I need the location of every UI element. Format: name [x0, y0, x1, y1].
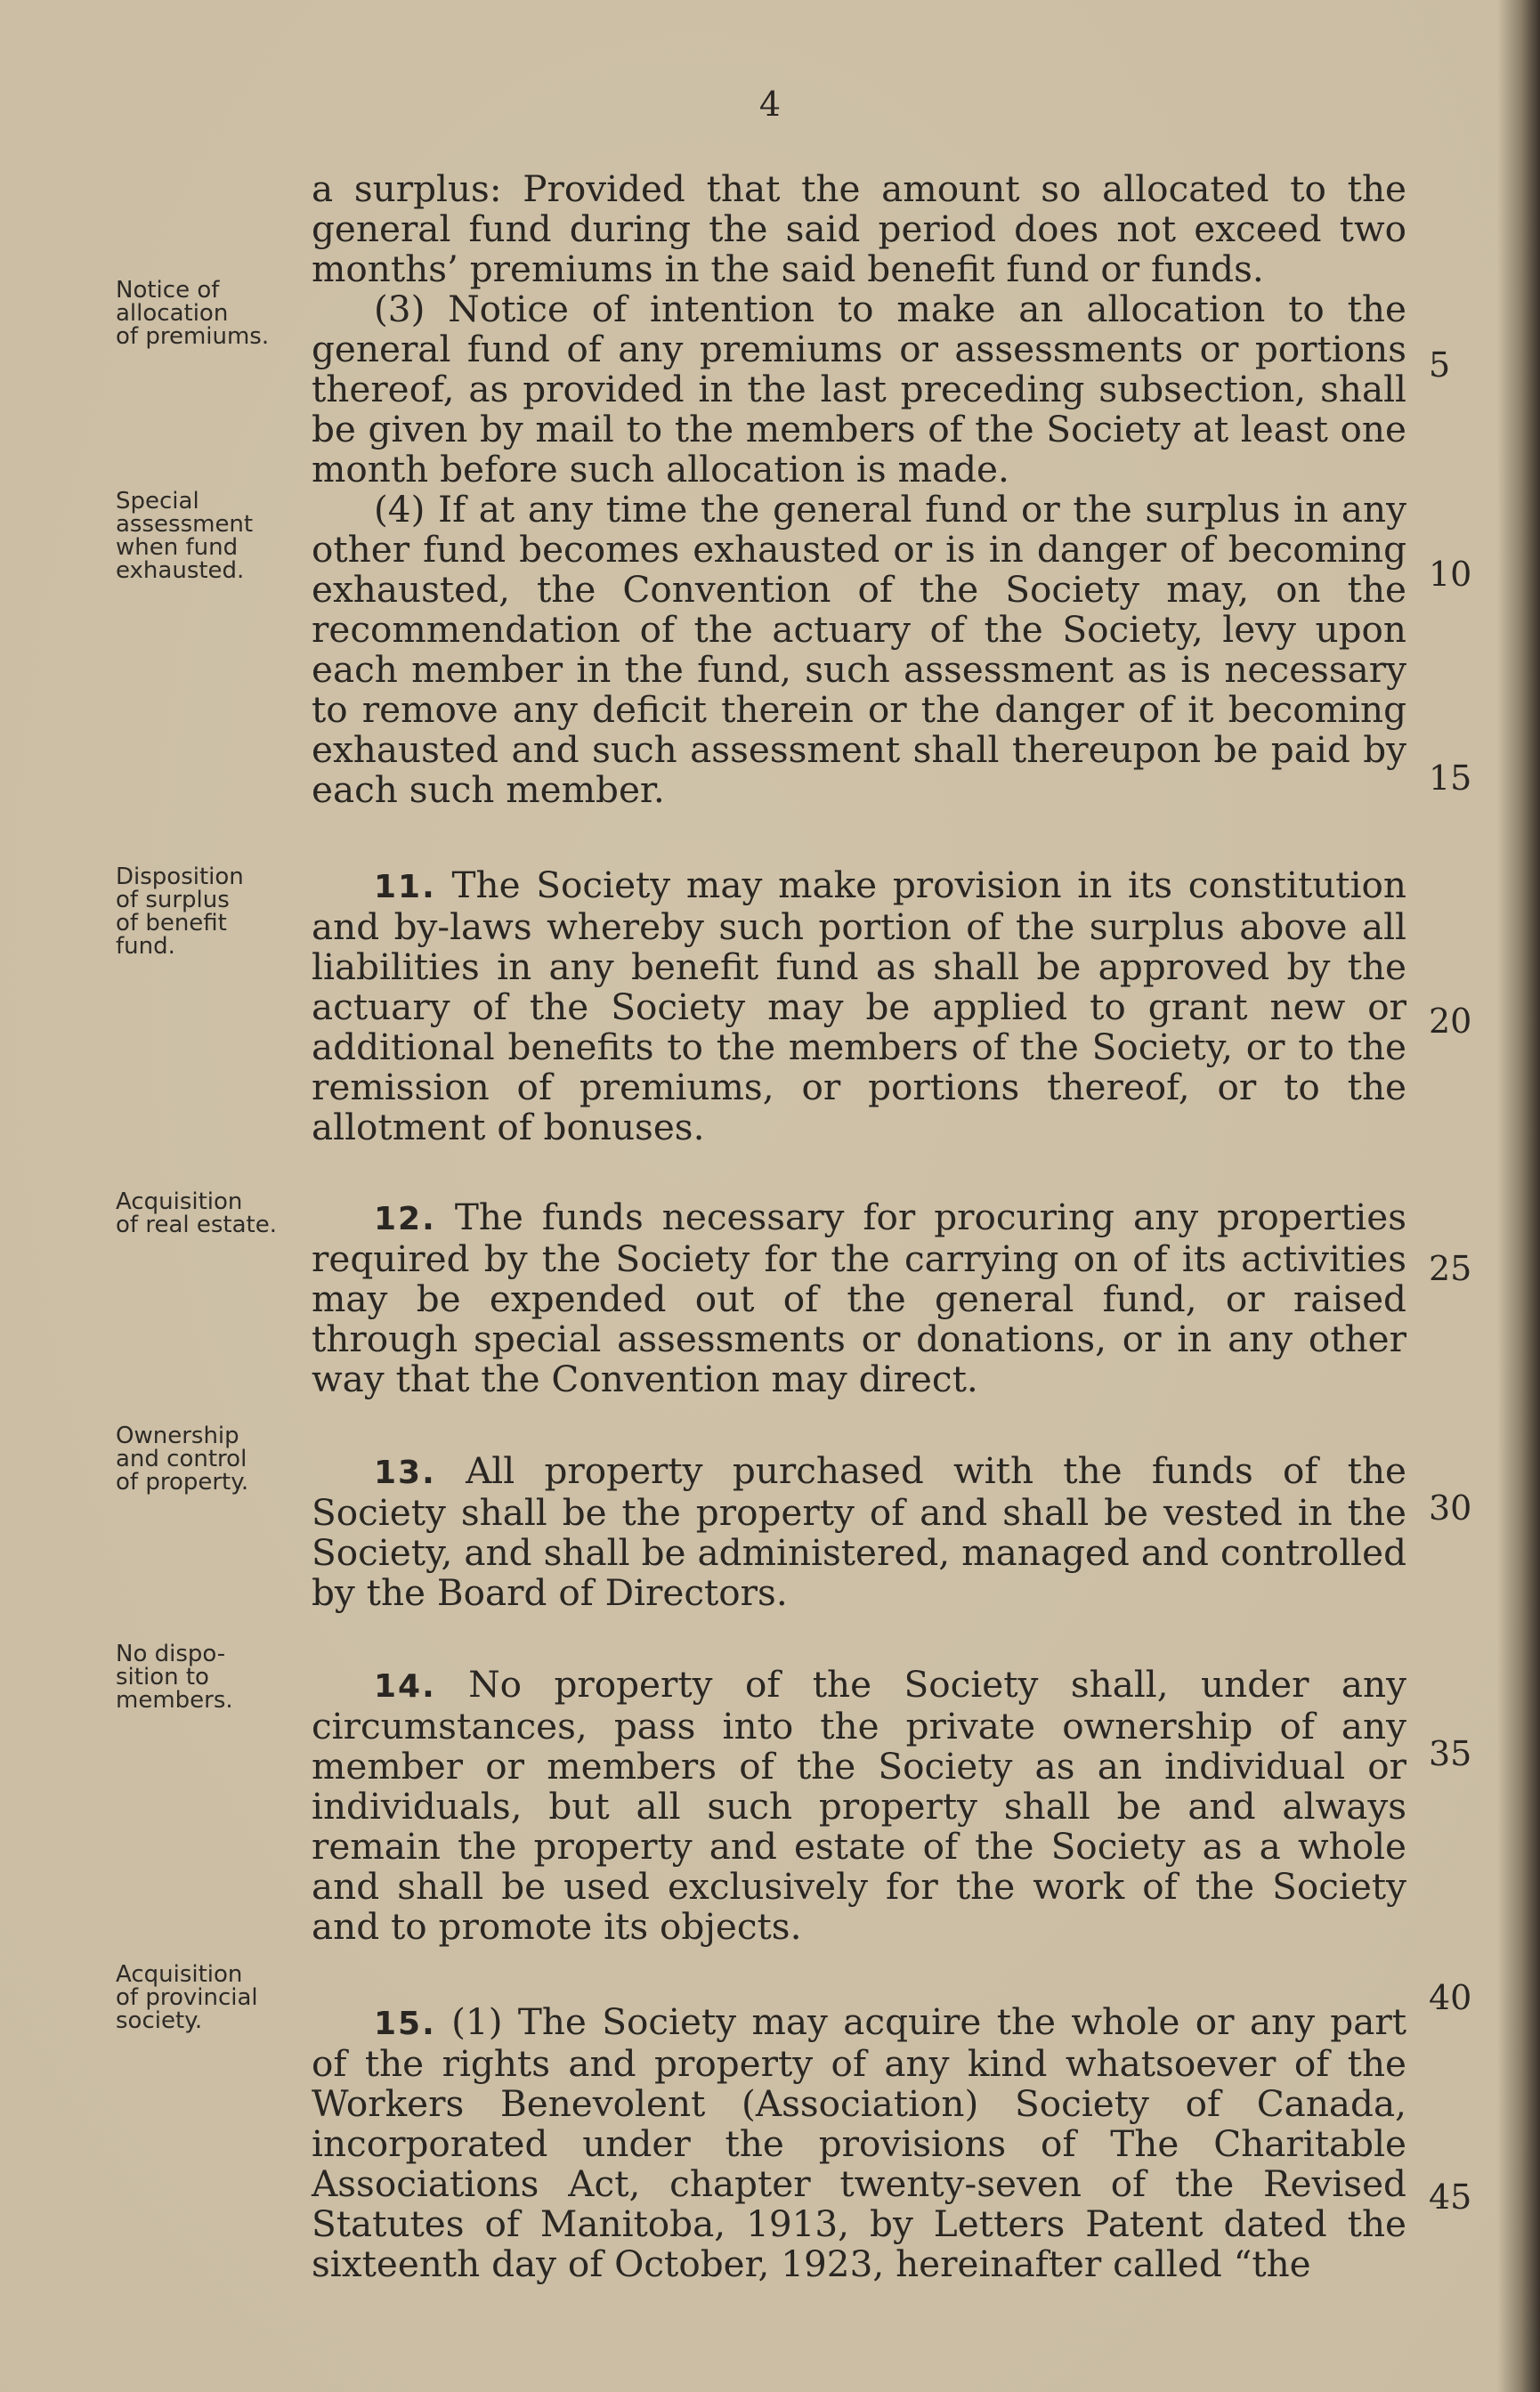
section-12 — [312, 1197, 1406, 1399]
marginal-note-ownership-and-control — [116, 1424, 320, 1494]
marginal-note-line: of provincial — [116, 1984, 258, 2011]
line-number: 45 — [1429, 2177, 1472, 2217]
paragraph-surplus-continuation: a surplus: Provided that the amount so allocated to the general fund during the said period does not exceed two months’ premiums in the said benefit fund or funds. — [312, 167, 1406, 290]
body-text — [312, 169, 1406, 2284]
marginal-note-line: of real estate. — [116, 1212, 277, 1238]
paragraph-subsection-3: (3) Notice of intention to make an allocation to the general fund of any premiums or assessments or portions thereof, as provided in the last preceding subsection, shall be given by mail to the members of the Society at least one month before such allocation is made. — [312, 288, 1406, 491]
line-number: 20 — [1429, 1001, 1472, 1041]
marginal-note-notice-of-allocation — [116, 279, 320, 348]
marginal-note-no-disposition — [116, 1642, 320, 1712]
line-number: 40 — [1429, 1978, 1472, 2017]
line-number: 25 — [1429, 1249, 1472, 1288]
line-number: 30 — [1429, 1488, 1472, 1528]
line-number: 5 — [1429, 345, 1451, 385]
marginal-note-special-assessment — [116, 490, 320, 582]
marginal-note-line: exhausted. — [116, 557, 245, 584]
marginal-note-line: Disposition — [116, 864, 244, 890]
line-number: 35 — [1429, 1734, 1472, 1773]
section-text: All property purchased with the funds of the Society shall be the property of and shall be vested in the Society, and shall be administered, managed and controlled by the Board of Directors. — [312, 1449, 1407, 1614]
section-text: The funds necessary for procuring any properties required by the Society for the carrying on of its activities may be expended out of the general fund, or raised through special assessments or donations, or in any other way that the Convention may direct. — [312, 1196, 1407, 1400]
marginal-note-line: fund. — [116, 933, 175, 960]
marginal-note-line: of property. — [116, 1469, 249, 1496]
line-number: 15 — [1429, 758, 1472, 798]
marginal-note-disposition-of-surplus — [116, 865, 320, 958]
section-number: 11. — [374, 869, 436, 905]
marginal-note-acquisition-of-provincial-society — [116, 1963, 320, 2032]
paragraph-subsection-4: (4) If at any time the general fund or the surplus in any other fund becomes exhausted or is in danger of becoming exhausted, the Convention of the Society may, on the recommendation of the actuary of the Society, levy upon each member in the fund, such assessment as is necessary to remove any deficit therein or the danger of it becoming exhausted and such assessment shall thereupon be paid by each such member. — [312, 488, 1406, 811]
marginal-note-acquisition-of-real-estate — [116, 1190, 320, 1237]
section-14 — [312, 1665, 1406, 1947]
page-edge-shadow — [1497, 0, 1540, 2392]
marginal-note-line: Notice of — [116, 277, 220, 304]
section-number: 15. — [374, 2006, 436, 2042]
marginal-note-line: Acquisition — [116, 1188, 243, 1215]
section-11 — [312, 865, 1406, 1147]
marginal-note-line: Ownership — [116, 1423, 239, 1449]
marginal-note-line: allocation — [116, 300, 229, 327]
marginal-note-line: assessment — [116, 511, 254, 538]
section-text: The Society may make provision in its constitution and by-laws whereby such portion of the surplus above all liabilities in any benefit fund as shall be approved by the actuary of the Society may be applied to grant new or additional benefits to the members of the Society, or to the remission of premiums, or portions thereof, or to the allotment of bonuses. — [312, 864, 1407, 1148]
marginal-note-line: sition to — [116, 1664, 209, 1691]
marginal-note-line: Acquisition — [116, 1961, 243, 1988]
marginal-note-line: when fund — [116, 534, 239, 561]
section-text: (1) The Society may acquire the whole or any part of the rights and property of any kind whatsoever of the Workers Benevolent (Association) Society of Canada, incorporated under the provisions of The Charitable Associations Act, chapter twenty-seven of the Revised Statutes of Manitoba, 1913, by Letters Patent dated the sixteenth day of October, 1923, hereinafter called “the — [312, 2000, 1407, 2285]
marginal-note-line: Special — [116, 488, 199, 515]
section-15 — [312, 2002, 1406, 2284]
section-number: 12. — [374, 1201, 436, 1237]
marginal-note-line: and control — [116, 1446, 247, 1472]
marginal-note-line: No dispo- — [116, 1641, 226, 1667]
marginal-note-line: of surplus — [116, 887, 230, 913]
section-number: 13. — [374, 1455, 436, 1491]
marginal-note-line: of premiums. — [116, 323, 270, 350]
section-text: No property of the Society shall, under any circumstances, pass into the private ownership of any member or members of the Society as an individual or individuals, but all such property shall be and always remain the property and estate of the Society as a whole and shall be used exclusively for the work of the Society and to promote its objects. — [312, 1663, 1406, 1948]
marginal-note-line: of benefit — [116, 910, 227, 937]
section-13 — [312, 1451, 1406, 1613]
page-number: 4 — [758, 85, 782, 124]
section-number: 14. — [374, 1668, 436, 1705]
marginal-note-line: members. — [116, 1687, 233, 1714]
marginal-note-line: society. — [116, 2007, 203, 2034]
line-number: 10 — [1429, 555, 1472, 594]
